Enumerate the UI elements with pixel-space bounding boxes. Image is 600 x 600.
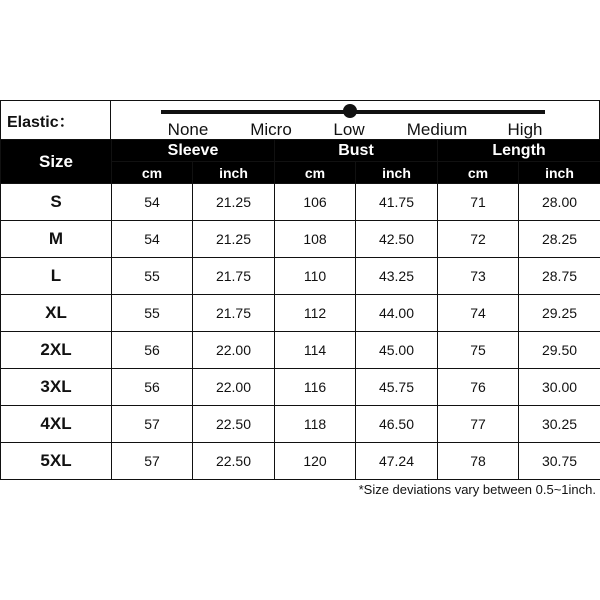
measurement-cell: 118 (275, 406, 356, 443)
size-table-body (1, 184, 600, 480)
unit-header: inch (193, 162, 275, 184)
measurement-cell: 28.75 (519, 258, 600, 295)
measurement-cell: 30.75 (519, 443, 600, 480)
size-cell: 5XL (1, 443, 112, 480)
measurement-cell: 54 (112, 221, 193, 258)
measurement-cell: 30.25 (519, 406, 600, 443)
measurement-cell: 45.75 (356, 369, 438, 406)
elastic-level-low: Low (333, 120, 365, 139)
table-row (1, 369, 600, 406)
table-row (1, 295, 600, 332)
measurement-cell: 77 (438, 406, 519, 443)
size-cell: M (1, 221, 112, 258)
unit-header: cm (438, 162, 519, 184)
elastic-row (0, 100, 600, 140)
measurement-cell: 114 (275, 332, 356, 369)
table-row (1, 332, 600, 369)
size-chart-table (0, 139, 600, 480)
size-cell: 2XL (1, 332, 112, 369)
measurement-cell: 75 (438, 332, 519, 369)
measurement-cell: 116 (275, 369, 356, 406)
length-header: Length (438, 140, 600, 162)
measurement-cell: 21.75 (193, 295, 275, 332)
size-cell: 4XL (1, 406, 112, 443)
measurement-cell: 57 (112, 406, 193, 443)
size-cell: S (1, 184, 112, 221)
measurement-cell: 43.25 (356, 258, 438, 295)
measurement-cell: 21.75 (193, 258, 275, 295)
elastic-level-none: None (167, 120, 209, 139)
measurement-cell: 57 (112, 443, 193, 480)
measurement-cell: 106 (275, 184, 356, 221)
measurement-cell: 29.50 (519, 332, 600, 369)
table-row (1, 258, 600, 295)
measurement-cell: 22.00 (193, 369, 275, 406)
elastic-level-high: High (507, 120, 543, 139)
measurement-cell: 47.24 (356, 443, 438, 480)
table-row (1, 443, 600, 480)
size-footnote: *Size deviations vary between 0.5~1inch. (358, 482, 596, 497)
table-row (1, 221, 600, 258)
elastic-scale-marker (343, 104, 357, 118)
unit-header: cm (275, 162, 356, 184)
measurement-cell: 76 (438, 369, 519, 406)
measurement-cell: 21.25 (193, 184, 275, 221)
elastic-label: Elastic： (7, 113, 75, 131)
size-cell: XL (1, 295, 112, 332)
elastic-level-medium: Medium (406, 120, 468, 139)
size-column-header: Size (1, 140, 112, 184)
measurement-cell: 45.00 (356, 332, 438, 369)
size-cell: 3XL (1, 369, 112, 406)
size-cell: L (1, 258, 112, 295)
elastic-scale-labels (111, 120, 600, 140)
measurement-cell: 28.00 (519, 184, 600, 221)
measurement-cell: 30.00 (519, 369, 600, 406)
unit-header: inch (519, 162, 600, 184)
measurement-cell: 72 (438, 221, 519, 258)
measurement-cell: 71 (438, 184, 519, 221)
sleeve-header: Sleeve (112, 140, 275, 162)
measurement-cell: 22.50 (193, 443, 275, 480)
unit-header: inch (356, 162, 438, 184)
bust-header: Bust (275, 140, 438, 162)
measurement-cell: 21.25 (193, 221, 275, 258)
measurement-cell: 74 (438, 295, 519, 332)
measurement-cell: 110 (275, 258, 356, 295)
measurement-cell: 28.25 (519, 221, 600, 258)
measurement-cell: 78 (438, 443, 519, 480)
measurement-cell: 42.50 (356, 221, 438, 258)
measurement-cell: 112 (275, 295, 356, 332)
measurement-cell: 41.75 (356, 184, 438, 221)
table-row (1, 406, 600, 443)
elastic-level-micro: Micro (250, 120, 292, 139)
measurement-cell: 120 (275, 443, 356, 480)
measurement-cell: 73 (438, 258, 519, 295)
measurement-cell: 22.50 (193, 406, 275, 443)
measurement-cell: 22.00 (193, 332, 275, 369)
measurement-cell: 54 (112, 184, 193, 221)
measurement-cell: 44.00 (356, 295, 438, 332)
measurement-cell: 108 (275, 221, 356, 258)
measurement-cell: 46.50 (356, 406, 438, 443)
unit-header: cm (112, 162, 193, 184)
elastic-label-cell (0, 100, 111, 140)
elastic-scale (111, 100, 600, 140)
measurement-cell: 55 (112, 258, 193, 295)
table-row (1, 184, 600, 221)
measurement-cell: 56 (112, 369, 193, 406)
measurement-cell: 29.25 (519, 295, 600, 332)
measurement-cell: 55 (112, 295, 193, 332)
measurement-cell: 56 (112, 332, 193, 369)
